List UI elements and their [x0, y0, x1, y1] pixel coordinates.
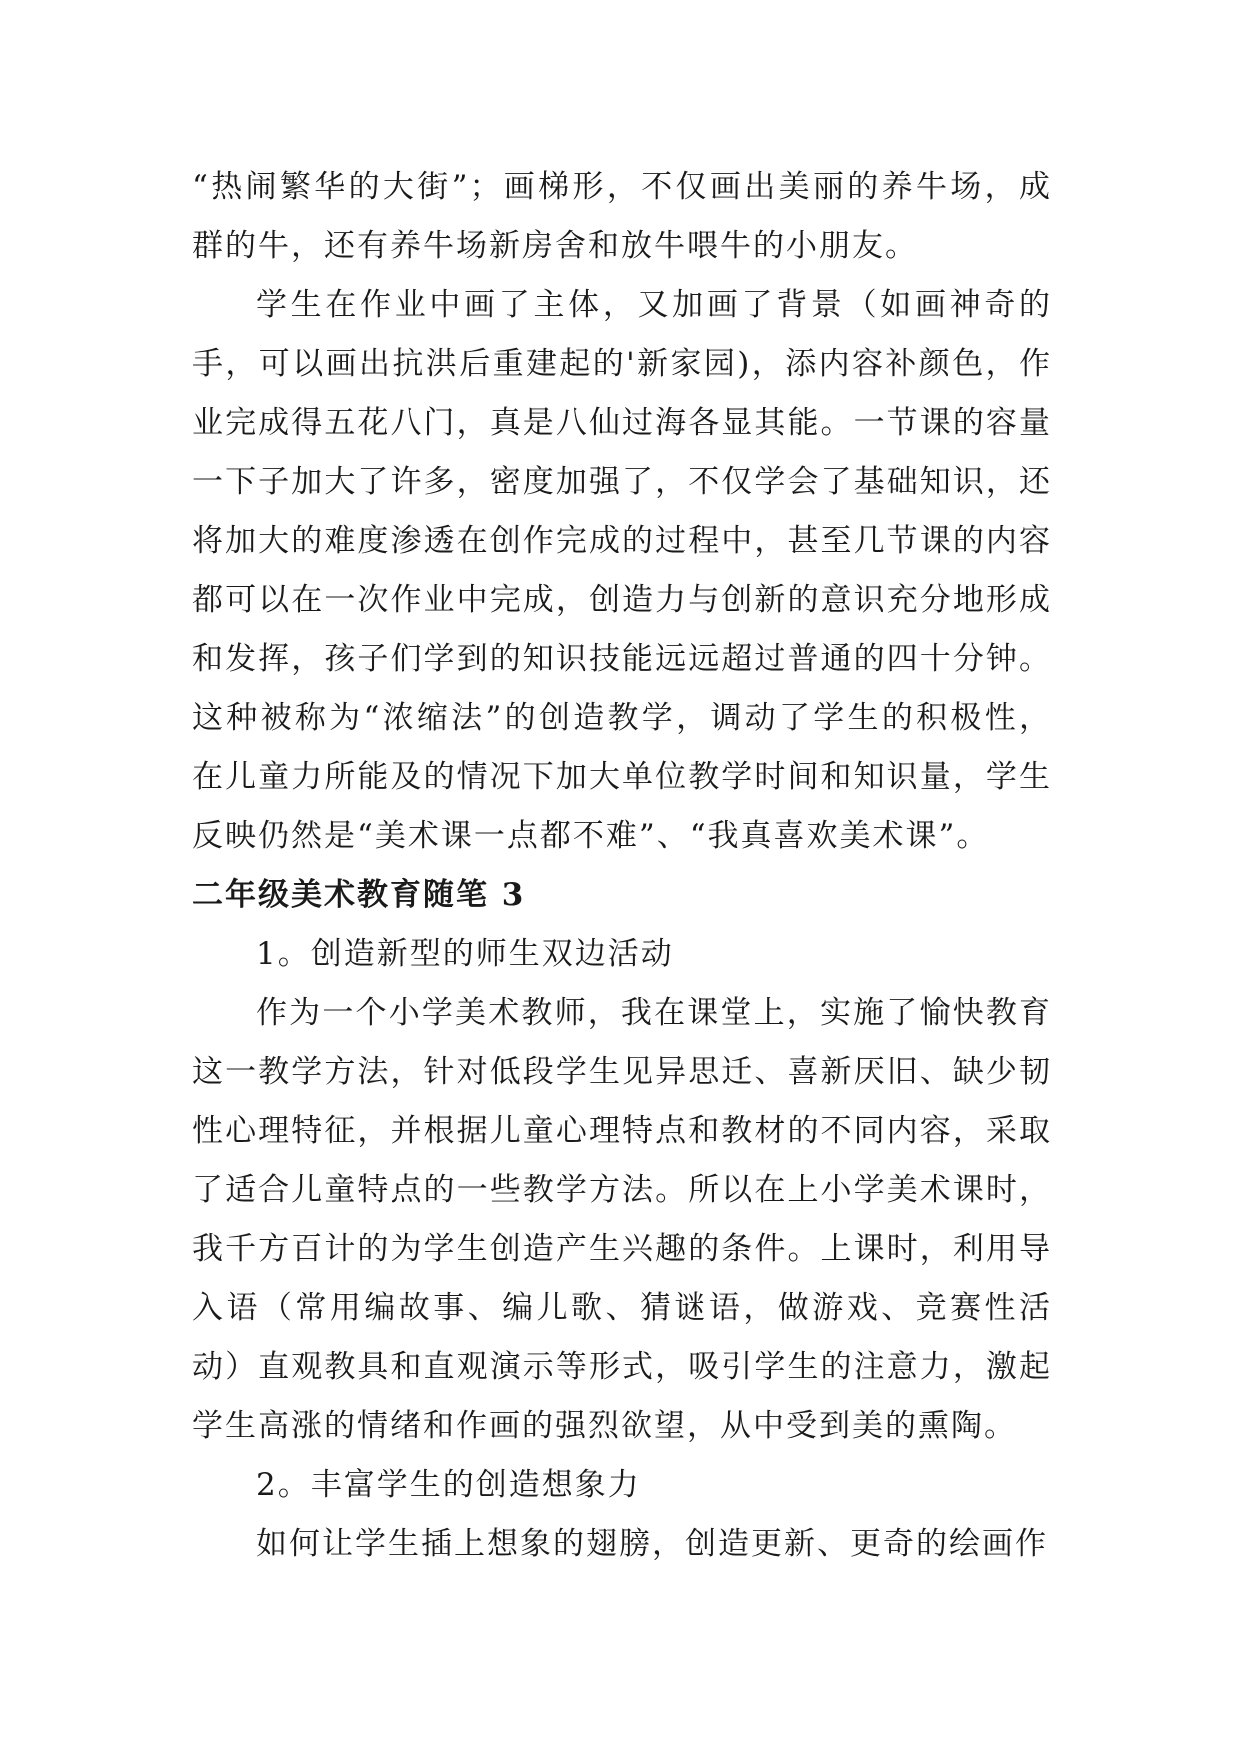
paragraph-imagination-wings: 如何让学生插上想象的翅膀，创造更新、更奇的绘画作: [256, 1526, 1048, 1562]
section-title: 二年级美术教育随笔 3: [192, 877, 526, 913]
subheading-creative-imagination: 2。丰富学生的创造想象力: [256, 1467, 641, 1503]
paragraph-happy-education: 作为一个小学美术教师，我在课堂上，实施了愉快教育这一教学方法，针对低段学生见异思迁、喜新厌旧、缺少韧性心理特征，并根据儿童心理特点和教材的不同内容，采取了适合儿童特点的一些教学方法。所以在上小学美术课时，我千方百计的为学生创造产生兴趣的条件。上课时，利用导入语（常用编故事、编儿歌、猜谜语，做游戏、竞赛性活动）直观教具和直观演示等形式，吸引学生的注意力，激起学生高涨的情绪和作画的强烈欲望，从中受到美的熏陶。: [192, 995, 1052, 1444]
subheading-teacher-student-activity: 1。创造新型的师生双边活动: [256, 936, 674, 972]
paragraph-student-work: 学生在作业中画了主体，又加画了背景（如画神奇的手，可以画出抗洪后重建起的'新家园)，添内容补颜色，作业完成得五花八门，真是八仙过海各显其能。一节课的容量一下子加大了许多，密度加强了，不仅学会了基础知识，还将加大的难度渗透在创作完成的过程中，甚至几节课的内容都可以在一次作业中完成，创造力与创新的意识充分地形成和发挥，孩子们学到的知识技能远远超过普通的四十分钟。这种被称为“浓缩法”的创造教学，调动了学生的积极性，在儿童力所能及的情况下加大单位教学时间和知识量，学生反映仍然是“美术课一点都不难”、“我真喜欢美术课”。: [192, 287, 1052, 854]
paragraph-continued: “热闹繁华的大街”；画梯形，不仅画出美丽的养牛场，成群的牛，还有养牛场新房舍和放牛喂牛的小朋友。: [192, 169, 1052, 264]
document-body: [192, 158, 1052, 1574]
